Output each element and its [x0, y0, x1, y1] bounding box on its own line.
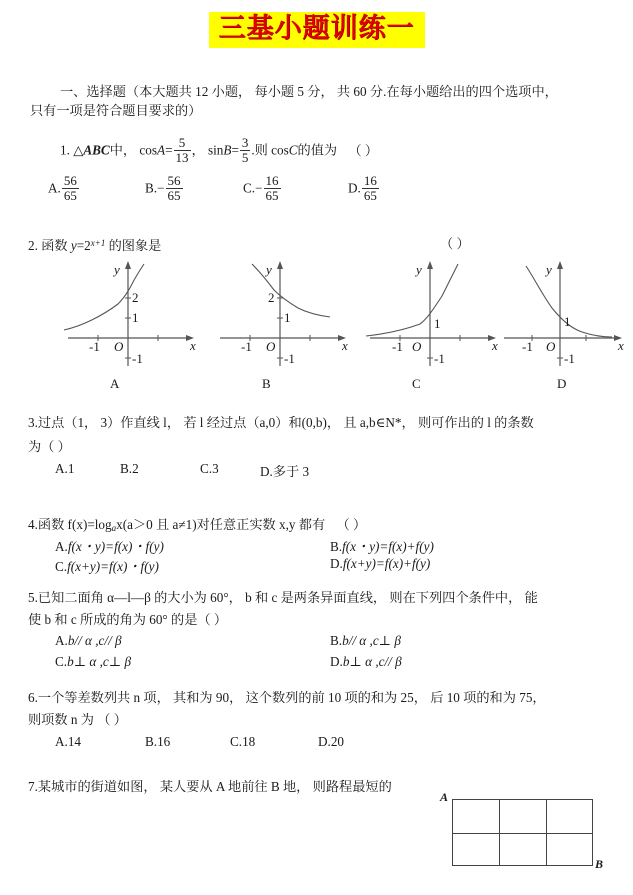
question-5-option-d[interactable]	[330, 654, 402, 670]
numerator: 3	[241, 135, 249, 150]
graph-b-letter: B	[262, 376, 271, 391]
question-4-option-b[interactable]	[330, 536, 434, 555]
equals-1: =	[165, 142, 173, 158]
y-axis-label: y	[114, 262, 120, 277]
question-2-graph-b[interactable]	[212, 258, 362, 370]
variable-y: y	[70, 238, 77, 253]
question-6-option-c[interactable]: C.18	[230, 734, 256, 749]
origin-label: O	[546, 339, 556, 354]
option-text: f(x+y)=f(x)・f(y)	[67, 559, 159, 574]
option-fraction	[264, 174, 281, 202]
angle-b-label: B	[223, 142, 232, 158]
question-5-option-a[interactable]	[55, 633, 122, 649]
fraction-5-13	[174, 136, 191, 164]
y-tick-1-label: 1	[564, 314, 571, 329]
numerator: 5	[178, 135, 186, 150]
grid-end-label-b: B	[595, 857, 604, 871]
question-6-line-2: 则项数 n 为 （ ）	[28, 712, 127, 727]
angle-a-label: A	[157, 142, 166, 158]
option-text: f(x・y)=f(x)+f(y)	[342, 539, 434, 554]
option-label: A.	[48, 180, 61, 196]
x-axis-label: x	[190, 338, 196, 353]
numerator: 16	[363, 173, 377, 188]
option-fraction	[362, 174, 379, 202]
question-1-stem	[60, 136, 378, 164]
question-2-graph-d[interactable]	[500, 258, 633, 370]
question-5-line-1: 5.已知二面角 α—l—β 的大小为 60°， b 和 c 是两条异面直线， 则在下列四个条件中， 能	[28, 590, 538, 605]
question-3-line-1: 3.过点（1， 3）作直线 l， 若 l 经过点（a,0）和(0,b)， 且 a,b∈N*， 则可作出的 l 的条数	[28, 415, 534, 430]
question-2-graph-c[interactable]	[362, 258, 512, 370]
question-6-option-b[interactable]: B.16	[145, 734, 171, 749]
section-intro-line-1: 一、选择题（本大题共 12 小题， 每小题 5 分， 共 60 分.在每小题给出的四个选项中，	[60, 84, 558, 99]
numerator: 56	[167, 173, 181, 188]
question-6-option-a[interactable]: A.14	[55, 734, 82, 749]
question-2-suffix: 的图象是	[105, 238, 162, 253]
origin-label: O	[412, 339, 422, 354]
question-4-option-a[interactable]	[55, 536, 164, 555]
denominator: 65	[63, 187, 77, 203]
option-label: C.	[55, 559, 68, 574]
question-4-answer-parens: （ ）	[336, 517, 367, 532]
question-4-text-1: 4.函数 f(x)=log	[28, 517, 112, 532]
sin-function-1: sin	[207, 142, 224, 158]
numerator: 56	[63, 173, 77, 188]
option-label: B.	[330, 539, 343, 554]
question-5-line-2: 使 b 和 c 所成的角为 60° 的是（ ）	[28, 612, 228, 627]
comma-1: ，	[191, 142, 205, 158]
question-1-text-1: 中，	[109, 142, 137, 158]
question-3-option-d[interactable]: D.多于 3	[260, 464, 310, 479]
graph-a-letter: A	[110, 376, 120, 391]
option-sign: −	[255, 180, 263, 196]
question-6-option-d[interactable]: D.20	[318, 734, 345, 749]
y-axis-label: y	[416, 262, 422, 277]
option-label: D.	[330, 654, 343, 669]
graph-c-letter: C	[412, 376, 421, 391]
denominator: 13	[175, 149, 189, 165]
x-tick-neg1-label: -1	[522, 339, 533, 354]
option-label: A.	[55, 539, 68, 554]
denominator: 65	[265, 187, 279, 203]
x-tick-neg1-label: -1	[241, 339, 252, 354]
option-label: C.	[243, 180, 256, 196]
option-text: b⊥ α ,c// β	[342, 654, 402, 669]
question-4-option-d[interactable]	[330, 556, 430, 572]
option-label: D.	[348, 180, 361, 196]
cos-function-1: cos	[139, 142, 157, 158]
y-axis-label: y	[266, 262, 272, 277]
question-2-equation: =2	[76, 238, 91, 253]
option-label: D.	[330, 556, 343, 571]
option-text: f(x・y)=f(x)・f(y)	[67, 539, 164, 554]
angle-c-label: C	[288, 142, 298, 158]
denominator: 5	[241, 149, 249, 165]
option-text: b⊥ α ,c⊥ β	[67, 654, 132, 669]
question-3-option-a[interactable]: A.1	[55, 461, 75, 476]
section-intro-line-2: 只有一项是符合题目要求的）	[30, 103, 202, 118]
page-title	[0, 12, 633, 48]
graph-d-letter: D	[557, 376, 567, 391]
option-text: b// α ,c⊥ β	[342, 633, 401, 648]
triangle-abc-label: ABC	[83, 142, 110, 158]
question-1-option-b[interactable]	[145, 174, 184, 202]
y-tick-1-label: 1	[284, 310, 291, 325]
option-fraction	[62, 174, 79, 202]
question-4-option-c[interactable]	[55, 556, 159, 575]
question-3-option-b[interactable]: B.2	[120, 461, 139, 476]
y-tick-1-label: 1	[132, 310, 139, 325]
y-tick-neg1-label: -1	[284, 351, 295, 366]
numerator: 16	[265, 173, 279, 188]
grid-start-label-a: A	[440, 790, 449, 804]
y-tick-2-label: 2	[268, 290, 275, 305]
option-fraction	[166, 174, 183, 202]
question-1-text-2: .则 cos	[251, 142, 289, 158]
y-tick-2-label: 2	[132, 290, 139, 305]
option-label: C.	[55, 654, 68, 669]
question-1-answer-parens: （ ）	[348, 142, 379, 158]
question-5-option-b[interactable]	[330, 633, 401, 649]
street-grid-diagram	[452, 799, 593, 866]
denominator: 65	[167, 187, 181, 203]
option-text: f(x+y)=f(x)+f(y)	[342, 556, 431, 571]
question-1-number: 1.	[60, 142, 70, 158]
option-label: A.	[55, 633, 68, 648]
denominator: 65	[363, 187, 377, 203]
option-text: b// α ,c// β	[67, 633, 122, 648]
triangle-symbol: △	[73, 142, 84, 158]
question-1-option-d[interactable]	[348, 174, 380, 202]
fraction-3-5	[240, 136, 251, 164]
question-1-option-a[interactable]	[48, 174, 80, 202]
question-6-line-1: 6.一个等差数列共 n 项， 其和为 90， 这个数列的前 10 项的和为 25， 后 10 项的和为 75，	[28, 690, 546, 705]
log-base-subscript: a	[111, 523, 117, 533]
question-4-text-2: x(a＞0 且 a≠1)对任意正实数 x,y 都有	[116, 517, 326, 532]
question-1-option-c[interactable]	[243, 174, 282, 202]
question-2-prefix: 2. 函数	[28, 238, 71, 253]
option-label: B.	[330, 633, 343, 648]
y-tick-neg1-label: -1	[564, 351, 575, 366]
origin-label: O	[114, 339, 124, 354]
option-sign: −	[157, 180, 165, 196]
y-tick-1-label: 1	[434, 316, 441, 331]
question-2-answer-parens: （ ）	[440, 236, 470, 251]
page-title-text: 三基小题训练一	[209, 12, 425, 48]
question-1-text-3: 的值为	[297, 142, 338, 158]
question-7-line-1: 7.某城市的街道如图， 某人要从 A 地前往 B 地， 则路程最短的	[28, 779, 392, 794]
question-3-line-2: 为（ ）	[28, 439, 71, 454]
question-2-graph-a[interactable]	[60, 258, 210, 370]
question-5-option-c[interactable]	[55, 654, 131, 670]
option-label: B.	[145, 180, 158, 196]
x-tick-neg1-label: -1	[89, 339, 100, 354]
y-tick-neg1-label: -1	[132, 351, 143, 366]
question-2-stem	[28, 234, 161, 255]
x-axis-label: x	[342, 338, 348, 353]
x-tick-neg1-label: -1	[392, 339, 403, 354]
grid-horizontal-line-1	[453, 833, 592, 834]
question-4-stem	[28, 515, 366, 538]
equals-2: =	[231, 142, 239, 158]
y-tick-neg1-label: -1	[434, 351, 445, 366]
x-axis-label: x	[492, 338, 498, 353]
question-3-option-c[interactable]: C.3	[200, 461, 219, 476]
exponent-x-plus-1: x+1	[90, 238, 106, 248]
origin-label: O	[266, 339, 276, 354]
x-axis-label: x	[618, 338, 624, 353]
y-axis-label: y	[546, 262, 552, 277]
